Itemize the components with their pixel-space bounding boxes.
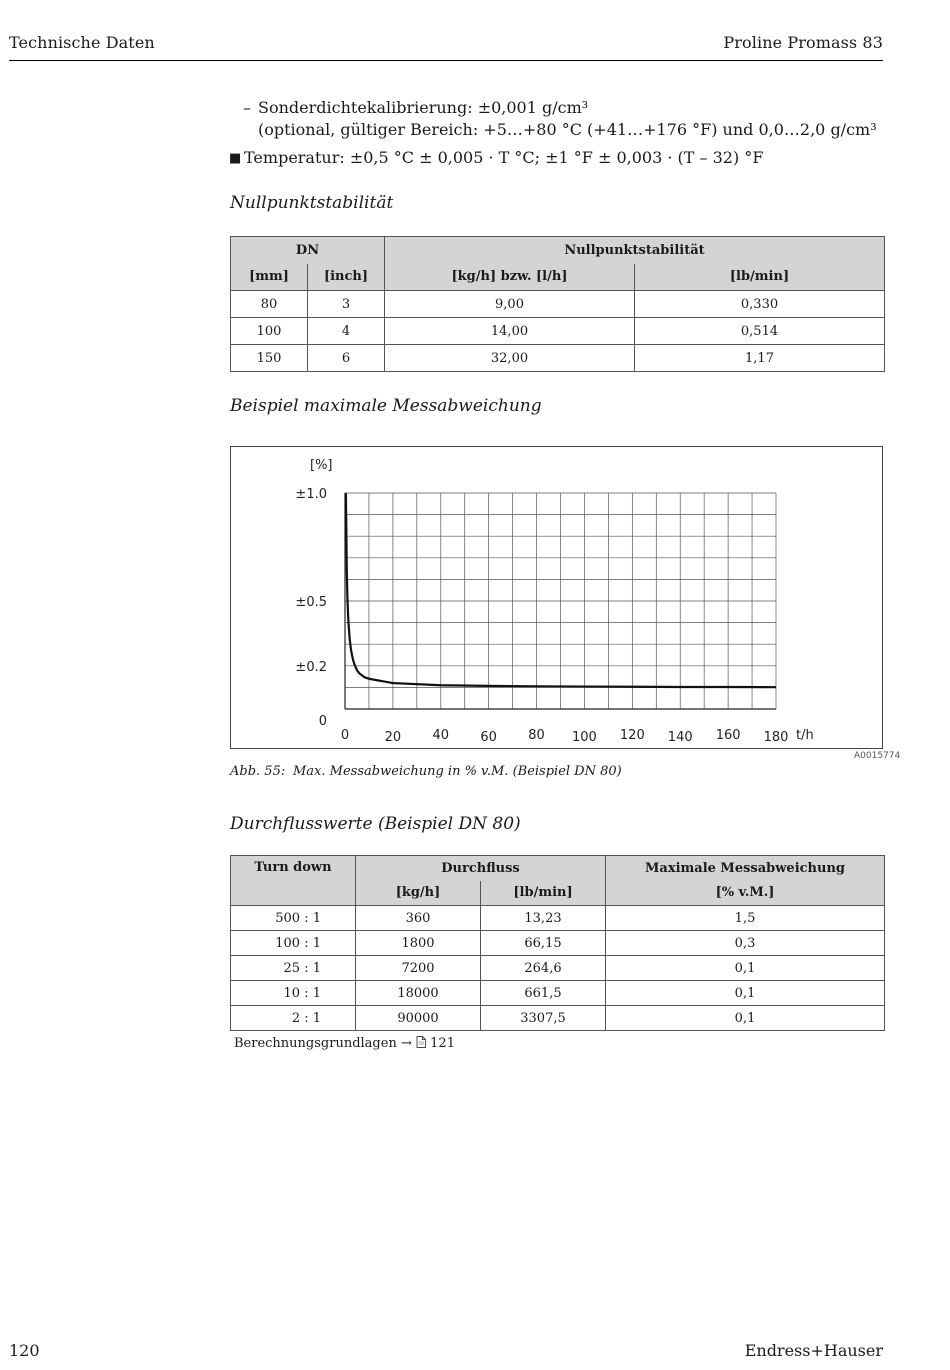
cell-error: 0,3 [606,931,885,956]
cell-inch: 6 [308,345,385,372]
series-line [346,493,776,687]
table-row [231,981,885,1006]
chart-grid [345,493,776,709]
cell-turn-down: 2 : 1 [231,1006,356,1031]
chart-section-title: Beispiel maximale Messabweichung [230,396,542,416]
cell-inch: 4 [308,318,385,345]
table-row [231,931,885,956]
figure-code: A0015774 [854,751,901,761]
cell-kgh: 14,00 [385,318,635,345]
x-tick-label: 120 [619,728,645,743]
cell-kgh: 90000 [356,1006,481,1031]
x-tick-label: 40 [432,728,450,743]
y-tick-label: ±1.0 [295,487,327,502]
cell-mm: 80 [231,291,308,318]
x-tick-label: 80 [528,728,545,743]
running-header-right: Proline Promass 83 [723,33,883,52]
cell-inch: 3 [308,291,385,318]
cell-kgh: 9,00 [385,291,635,318]
cell-mm: 150 [231,345,308,372]
cell-kgh: 7200 [356,956,481,981]
cell-turn-down: 10 : 1 [231,981,356,1006]
error-chart-frame [230,446,883,749]
chart-series [346,493,776,687]
temperature-line: Temperatur: ±0,5 °C ± 0,005 · T °C; ±1 °F ± 0,003 · (T – 32) °F [244,148,764,167]
y-tick-label: 0 [318,714,327,729]
y-tick-label: ±0.2 [295,659,327,675]
cell-error: 0,1 [606,981,885,1006]
header-kgh: [kg/h] [356,881,481,906]
x-axis-label: t/h [796,728,814,743]
chart-labels [295,458,813,745]
cell-lbmin: 13,23 [481,906,606,931]
reference-text: Berechnungsgrundlagen [234,1036,397,1051]
table-row [231,956,885,981]
page-icon [416,1036,426,1052]
y-axis-label: [%] [310,458,333,473]
y-tick-label: ±0.5 [295,595,327,610]
figure-caption-text: Max. Messabweichung in % v.M. (Beispiel DN 80) [293,764,622,779]
arrow-right-icon: → [400,1036,412,1051]
header-zero-stability: Nullpunktstabilität [385,237,885,264]
bullet-icon: ■ [229,151,242,166]
density-calibration-line: Sonderdichtekalibrierung: ±0,001 g/cm³ [258,98,589,117]
header-inch: [inch] [308,264,385,291]
footer-brand: Endress+Hauser [744,1341,883,1360]
header-flow: Durchfluss [356,856,606,881]
cell-kgh: 1800 [356,931,481,956]
cell-kgh: 32,00 [385,345,635,372]
header-mm: [mm] [231,264,308,291]
cell-turn-down: 100 : 1 [231,931,356,956]
x-tick-label: 100 [572,730,597,745]
cell-error: 0,1 [606,956,885,981]
x-tick-label: 20 [384,730,402,745]
reference-page-number: 121 [430,1036,455,1051]
dash-marker: – [243,98,251,117]
header-percent: [% v.M.] [606,881,885,906]
figure-caption-label: Abb. 55: [230,764,286,779]
cell-turn-down: 25 : 1 [231,956,356,981]
running-header-left: Technische Daten [9,33,155,52]
cell-lbmin: 1,17 [635,345,885,372]
page-number: 120 [9,1341,40,1360]
table-row [231,291,885,318]
table-row [231,318,885,345]
cell-error: 1,5 [606,906,885,931]
cell-kgh: 18000 [356,981,481,1006]
zero-stability-title: Nullpunktstabilität [230,193,394,213]
header-lbmin: [lb/min] [481,881,606,906]
cell-turn-down: 500 : 1 [231,906,356,931]
zero-stability-table [230,236,885,372]
flow-values-title: Durchflusswerte (Beispiel DN 80) [230,814,521,834]
cell-lbmin: 0,330 [635,291,885,318]
table-row [231,345,885,372]
x-tick-label: 0 [340,728,350,743]
cell-lbmin: 66,15 [481,931,606,956]
table-row [231,906,885,931]
x-tick-label: 140 [667,730,693,745]
header-dn: DN [231,237,385,264]
cell-mm: 100 [231,318,308,345]
cell-lbmin: 3307,5 [481,1006,606,1031]
cell-error: 0,1 [606,1006,885,1031]
header-turn-down: Turn down [231,856,356,906]
cell-lbmin: 0,514 [635,318,885,345]
header-kgh: [kg/h] bzw. [l/h] [385,264,635,291]
calculation-reference[interactable] [234,1036,455,1052]
cell-kgh: 360 [356,906,481,931]
header-max-error: Maximale Messabweichung [606,856,885,881]
x-tick-label: 160 [715,728,741,743]
flow-values-table [230,855,885,1031]
table-row [231,1006,885,1031]
header-rule [9,60,883,61]
header-lbmin: [lb/min] [635,264,885,291]
cell-lbmin: 661,5 [481,981,606,1006]
cell-lbmin: 264,6 [481,956,606,981]
x-tick-label: 60 [480,730,497,745]
error-chart [231,447,882,748]
density-range-line: (optional, gültiger Bereich: +5…+80 °C (+41…+176 °F) und 0,0…2,0 g/cm³ [258,120,877,139]
x-tick-label: 180 [763,730,789,745]
